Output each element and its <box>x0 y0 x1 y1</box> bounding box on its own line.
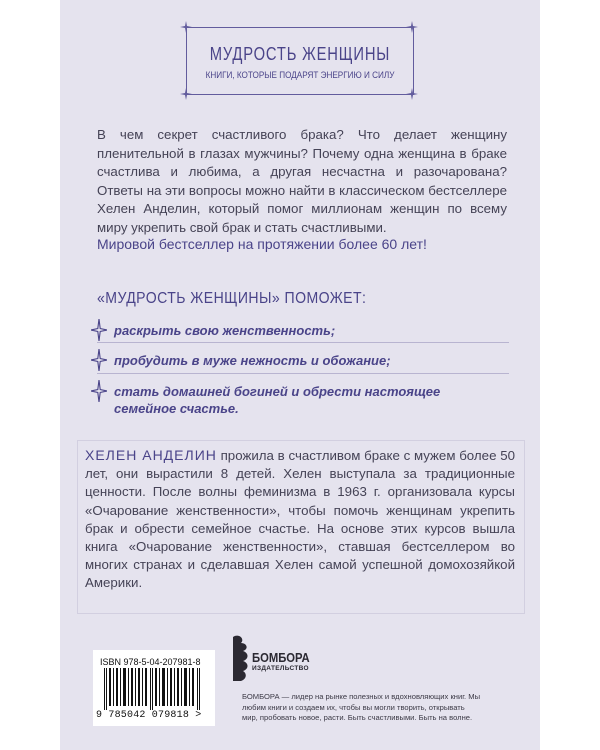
series-subtitle: КНИГИ, КОТОРЫЕ ПОДАРЯТ ЭНЕРГИЮ И СИЛУ <box>205 70 395 81</box>
list-item-text: пробудить в муже нежность и обожание; <box>114 353 391 368</box>
sparkle-star-icon <box>91 319 107 341</box>
blurb-paragraph: В чем секрет счастливого брака? Что делает женщину пленительной в глазах мужчины? Почему одна женщина в браке счастлива и любима, а другая несчастна и разочарована? Ответы на эти вопросы можно найти в классическом бестселлере Хелен Анделин, который помог миллионам женщин по всему миру укрепить свой брак и стать счастливыми. <box>97 127 507 235</box>
sparkle-star-icon <box>91 349 107 371</box>
frame-corner-star-icon <box>406 21 418 33</box>
barcode-image <box>100 668 208 710</box>
barcode-digits: 9 785042 079818 > <box>96 710 202 721</box>
bestseller-tagline: Мировой бестселлер на протяжении более 60 лет! <box>97 236 427 252</box>
publisher-description: БОМБОРА — лидер на рынке полезных и вдохновляющих книг. Мы любим книги и создаем их, чтобы вы могли творить, открывать мир, пробовать новое, расти. Быть счастливыми. Быть на волне. <box>242 692 481 722</box>
sparkle-star-icon <box>91 380 107 402</box>
author-name: ХЕЛЕН АНДЕЛИН <box>85 447 217 463</box>
publisher-imprint: ИЗДАТЕЛЬСТВО <box>252 665 309 672</box>
bombora-wave-logo-icon <box>231 633 251 683</box>
isbn-label: ISBN 978-5-04-207981-8 <box>100 657 201 667</box>
list-item-text: стать домашней богиней и обрести настоящее семейное счастье. <box>114 384 441 416</box>
list-item-text: раскрыть свою женственность; <box>114 323 336 338</box>
publisher-name: БОМБОРА <box>252 651 310 665</box>
divider <box>97 373 509 374</box>
frame-corner-star-icon <box>406 88 418 100</box>
series-title: МУДРОСТЬ ЖЕНЩИНЫ <box>209 44 391 64</box>
frame-corner-star-icon <box>180 88 192 100</box>
frame-corner-star-icon <box>180 21 192 33</box>
author-bio-text: прожила в счастливом браке с мужем более 50 лет, они вырастили 8 детей. Хелен выступала за традиционные ценности. После волны феминизма в 1963 г. организовала курсы «Очарование женственности», чтобы помочь женщинам укрепить брак и обрести семейное счастье. На основе этих курсов вышла книга «Очарование женственности», ставшая бестселлером во многих странах и сделавшая Хелен самой успешной домохозяйкой Америки. <box>85 448 515 591</box>
divider <box>97 342 509 343</box>
helps-heading: «МУДРОСТЬ ЖЕНЩИНЫ» ПОМОЖЕТ: <box>97 290 367 307</box>
back-cover <box>60 0 540 750</box>
author-bio <box>85 446 515 593</box>
